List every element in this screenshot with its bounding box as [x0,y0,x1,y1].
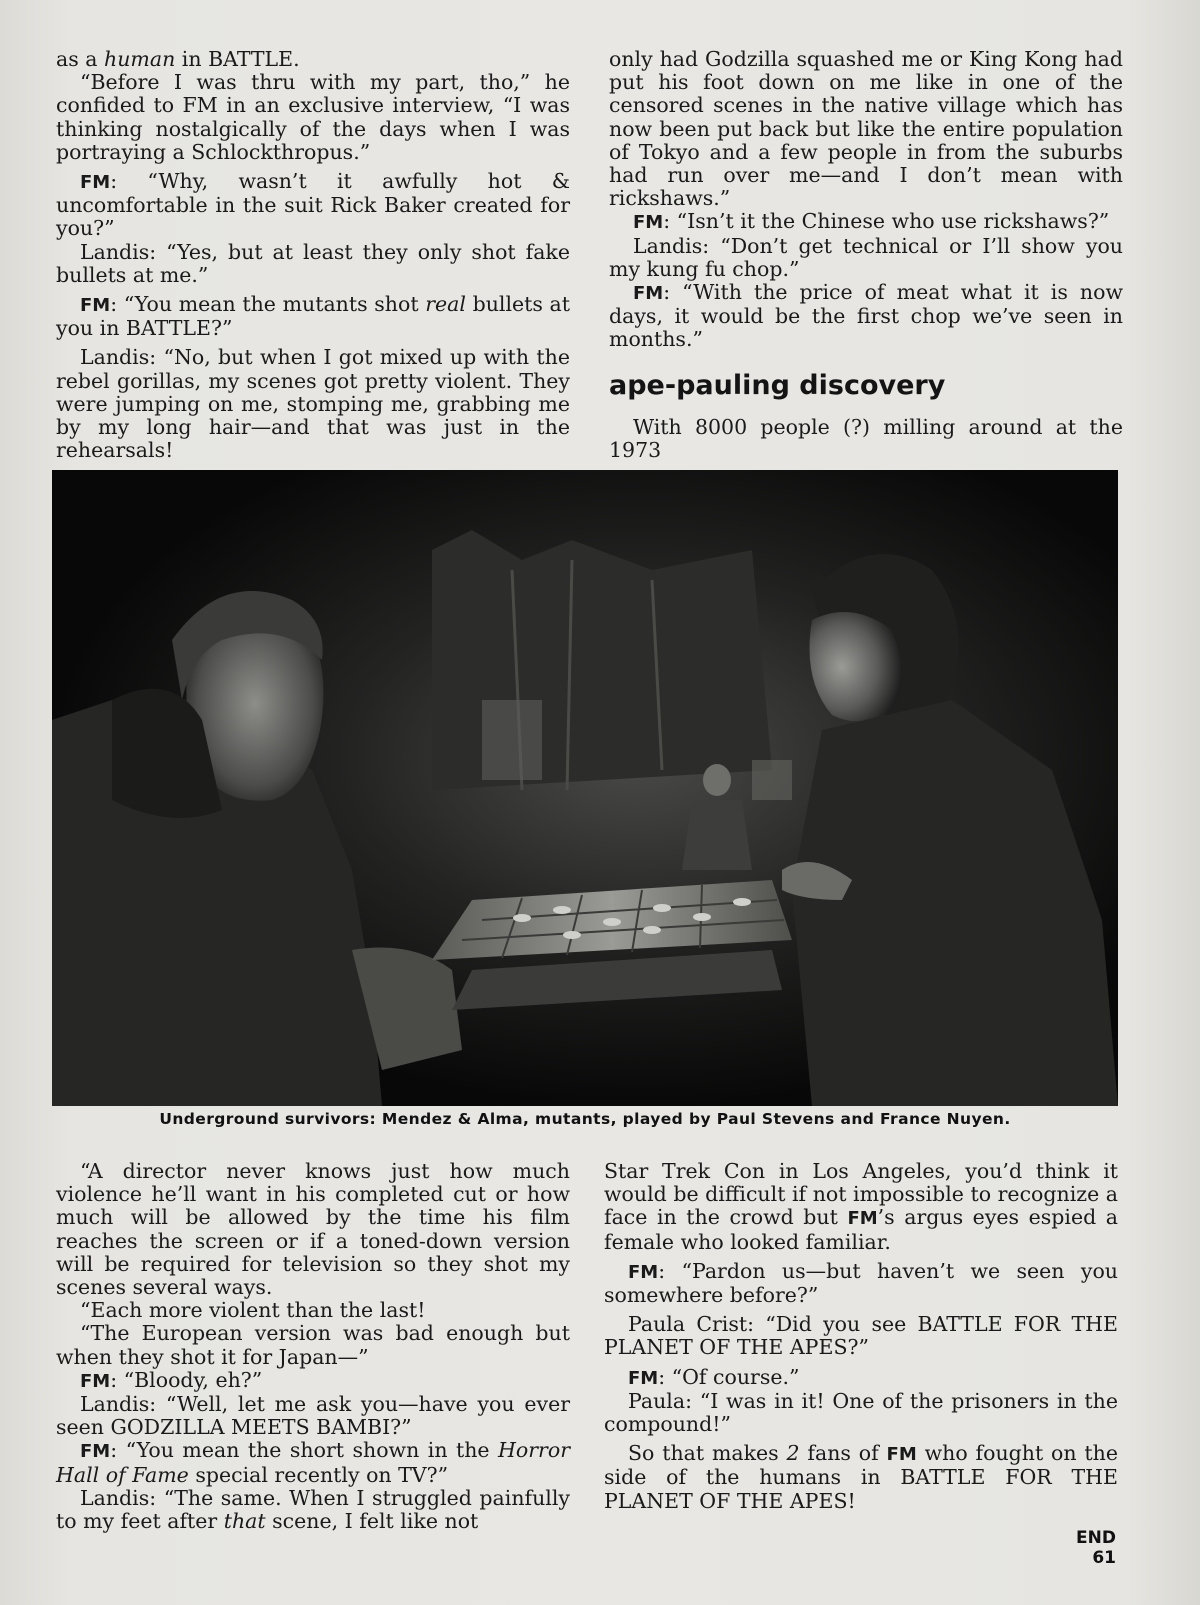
speaker-label: FM [847,1208,878,1230]
speaker-label: FM [633,283,664,305]
speaker-label: FM [80,1441,111,1463]
film-still-photo [52,470,1118,1106]
text: : “Pardon us—but haven’t we seen you somewhere before?” [604,1258,1118,1308]
paragraph [609,210,1123,234]
text: who fought on the side of the humans in BATTLE FOR THE PLANET OF THE APES! [604,1441,1118,1513]
column-top-right [609,48,1123,462]
text: : “You mean the mutants shot [110,292,426,317]
text: : “Of course.” [658,1364,800,1389]
paragraph [609,281,1123,352]
paragraph: “Before I was thru with my part, tho,” he confided to FM in an exclusive interview, “I was thinking nostalgically of the days when I was portraying a Schlockthropus.” [56,70,570,164]
text: : “Isn’t it the Chinese who use rickshaws?” [663,209,1110,234]
photo-caption: Underground survivors: Mendez & Alma, mutants, played by Paul Stevens and France Nuyen. [159,1110,1011,1128]
italic-text: human [104,47,176,71]
paragraph [56,1439,570,1486]
speaker-label: FM [633,212,664,234]
text: bullets at you in BATTLE?” [56,292,570,341]
text: scene, I felt like not [265,1509,479,1534]
text: So that makes [628,1441,787,1466]
italic-text: 2 [786,1441,800,1466]
text: : “Bloody, eh?” [110,1367,263,1392]
paragraph: “The European version was bad enough but when they shot it for Japan—” [56,1321,570,1369]
paragraph [56,1369,570,1393]
paragraph: “A director never knows just how much violence he’ll want in his completed cut or how much will be allowed by the time his film reaches the screen or if a toned-down version will be required for television so they shot my scenes several ways. [56,1159,570,1300]
speaker-label: FM [80,172,111,194]
paragraph: Paula: “I was in it! One of the prisoners in the compound!” [604,1388,1118,1437]
text: fans of [799,1441,887,1466]
speaker-label: FM [80,1370,111,1392]
column-top-left [56,48,570,462]
paragraph: Landis: “Well, let me ask you—have you ever seen GODZILLA MEETS BAMBI?” [56,1392,570,1440]
italic-text: real [425,292,466,317]
end-marker [1076,1528,1116,1568]
paragraph [56,293,570,340]
paragraph: Landis: “Yes, but at least they only shot fake bullets at me.” [56,239,570,287]
italic-text: that [223,1509,266,1534]
column-bottom-left [56,1160,570,1533]
paragraph [56,48,570,71]
page-number: 61 [1092,1548,1116,1568]
paragraph: Landis: “No, but when I got mixed up with the rebel gorillas, my scenes got pretty violent. They were jumping on me, stomping me, grabbing me by my long hair—and that was just in the rehearsals! [56,345,570,463]
speaker-label: FM [80,295,111,317]
text: ’s argus eyes espied a female who looked familiar. [604,1205,1118,1254]
paragraph: only had Godzilla squashed me or King Kong had put his foot down on me like in one of the censored scenes in the native village which has now been put back but like the entire population of Tokyo and a few people in from the suburbs had run over me—and I don’t mean with rickshaws.” [609,47,1123,211]
text: : “You mean the short shown in the [110,1438,499,1463]
text: as a [56,47,104,71]
paragraph: Paula Crist: “Did you see BATTLE FOR THE PLANET OF THE APES?” [604,1312,1118,1360]
text: Landis: “The same. When I struggled painfully to my feet after [56,1485,570,1534]
speaker-label: FM [628,1261,659,1283]
speaker-label: FM [886,1444,917,1466]
column-bottom-right [604,1160,1118,1513]
end-label: END [1076,1528,1116,1548]
paragraph: With 8000 people (?) milling around at the 1973 [609,414,1123,462]
paragraph [604,1442,1118,1513]
text: Star Trek Con in Los Angeles, you’d think it would be difficult if not impossible to recognize a face in the crowd but [604,1159,1118,1230]
paragraph [56,170,570,241]
paragraph: “Each more violent than the last! [80,1298,426,1323]
section-heading: ape-pauling discovery [609,369,946,401]
text: : “Why, wasn’t it awfully hot & uncomfortable in the suit Rick Baker created for you?” [56,169,570,241]
paragraph [604,1160,1118,1254]
text: : “With the price of meat what it is now days, it would be the first chop we’ve seen in months.” [609,280,1123,352]
speaker-label: FM [628,1367,659,1389]
paragraph [56,1487,570,1533]
italic-text: Horror Hall of Fame [56,1438,570,1487]
paragraph [604,1260,1118,1307]
text: in BATTLE. [175,47,300,71]
paragraph: Landis: “Don’t get technical or I’ll show you my kung fu chop.” [609,233,1123,281]
text: special recently on TV?” [188,1462,449,1487]
paragraph [604,1366,1118,1390]
